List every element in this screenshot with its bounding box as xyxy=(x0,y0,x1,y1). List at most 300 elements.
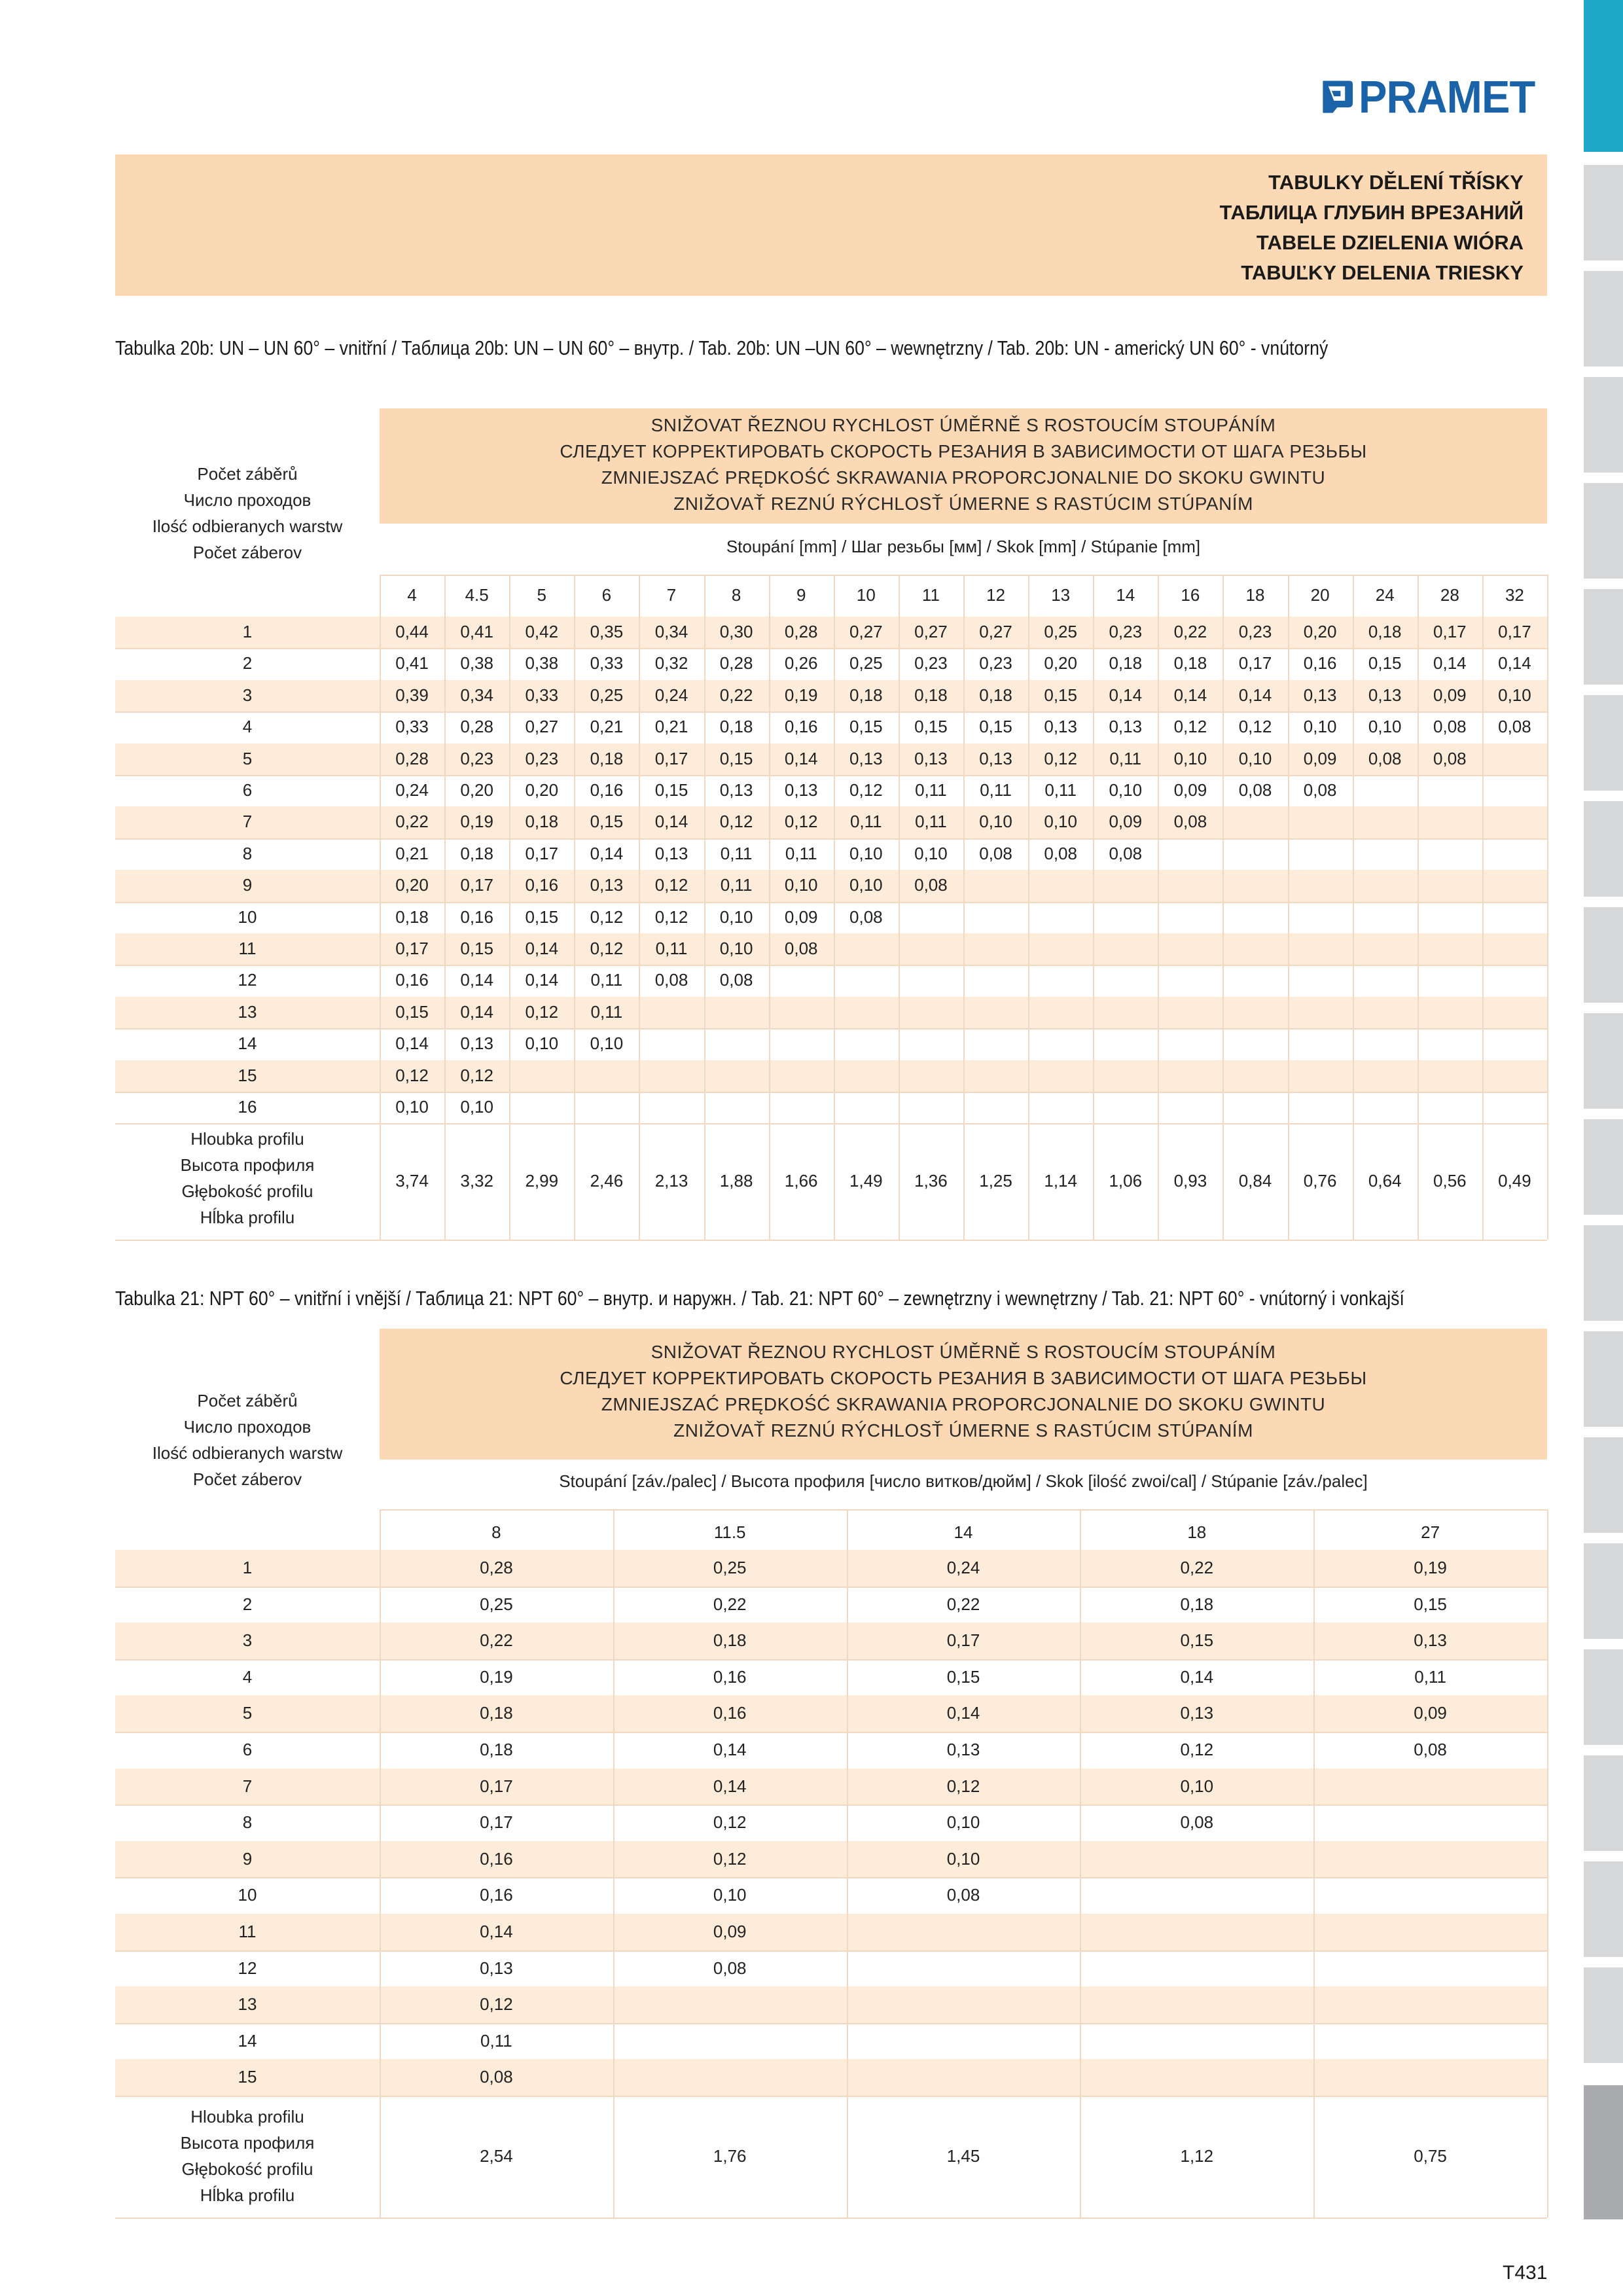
profile-depth-cell: 1,12 xyxy=(1180,2146,1214,2166)
profile-depth-label-line: Głębokość profilu xyxy=(181,2159,313,2179)
depth-of-cut-cell: 0,08 xyxy=(914,875,948,895)
depth-of-cut-cell: 0,08 xyxy=(946,1885,980,1905)
passes-number-cell: 5 xyxy=(242,748,253,768)
row-divider xyxy=(115,1587,1547,1588)
chapter-tab[interactable] xyxy=(1584,1543,1623,1639)
depth-of-cut-cell: 0,08 xyxy=(784,939,818,958)
depth-of-cut-cell: 0,10 xyxy=(784,875,818,895)
depth-of-cut-cell: 0,15 xyxy=(395,1001,429,1022)
depth-of-cut-cell: 0,17 xyxy=(946,1630,980,1651)
chapter-tab-active[interactable] xyxy=(1584,0,1623,152)
depth-of-cut-cell: 0,13 xyxy=(1109,717,1143,737)
table-bottom-border xyxy=(115,2217,1547,2219)
depth-of-cut-cell: 0,12 xyxy=(713,1812,747,1833)
page-title-sk: TABUĽKY DELENIA TRIESKY xyxy=(1241,261,1524,284)
depth-of-cut-cell: 0,10 xyxy=(590,1033,624,1054)
row-divider xyxy=(115,775,1547,776)
depth-of-cut-cell: 0,10 xyxy=(849,875,883,895)
page-title-pl: TABELE DZIELENIA WIÓRA xyxy=(1256,231,1524,254)
depth-of-cut-cell: 0,28 xyxy=(395,748,429,768)
depth-of-cut-cell: 0,10 xyxy=(713,1885,747,1905)
profile-depth-cell: 1,76 xyxy=(713,2146,747,2166)
depth-of-cut-cell: 0,14 xyxy=(480,1922,513,1941)
depth-of-cut-cell: 0,14 xyxy=(1498,653,1531,673)
depth-of-cut-cell: 0,27 xyxy=(849,622,883,641)
depth-of-cut-cell: 0,14 xyxy=(713,1776,747,1796)
depth-of-cut-cell: 0,18 xyxy=(1368,622,1402,641)
depth-of-cut-cell: 0,12 xyxy=(1180,1740,1214,1759)
passes-number-cell: 8 xyxy=(242,1812,253,1833)
depth-of-cut-cell: 0,14 xyxy=(460,970,493,990)
depth-of-cut-cell: 0,09 xyxy=(1109,812,1143,832)
passes-number-cell: 1 xyxy=(242,622,253,641)
profile-depth-cell: 0,56 xyxy=(1433,1171,1467,1191)
depth-of-cut-cell: 0,13 xyxy=(719,780,753,800)
chapter-tab[interactable] xyxy=(1584,589,1623,685)
depth-of-cut-cell: 0,25 xyxy=(480,1594,513,1614)
depth-of-cut-cell: 0,12 xyxy=(480,1994,513,2015)
pitch-header-cell: 14 xyxy=(1116,585,1135,605)
chapter-tab[interactable] xyxy=(1584,1755,1623,1851)
depth-of-cut-cell: 0,17 xyxy=(1238,653,1272,673)
depth-of-cut-cell: 0,14 xyxy=(525,970,559,990)
chapter-tab[interactable] xyxy=(1584,483,1623,579)
depth-of-cut-cell: 0,19 xyxy=(460,812,493,832)
column-divider xyxy=(380,1509,381,2217)
table-20b xyxy=(115,408,1547,1240)
depth-of-cut-cell: 0,11 xyxy=(1109,748,1142,768)
depth-of-cut-cell: 0,18 xyxy=(395,906,429,927)
pitch-header-cell: 8 xyxy=(491,1522,501,1542)
depth-of-cut-cell: 0,25 xyxy=(590,685,624,705)
depth-of-cut-cell: 0,16 xyxy=(480,1848,513,1869)
depth-of-cut-cell: 0,18 xyxy=(849,685,883,705)
page-title-cz: TABULKY DĚLENÍ TŘÍSKY xyxy=(1268,171,1524,194)
depth-of-cut-cell: 0,34 xyxy=(654,622,688,641)
column-divider xyxy=(1353,575,1354,1240)
depth-of-cut-cell: 0,22 xyxy=(395,812,429,832)
pitch-header-cell: 9 xyxy=(796,585,806,605)
depth-of-cut-cell: 0,13 xyxy=(1180,1703,1214,1723)
depth-of-cut-cell: 0,33 xyxy=(395,717,429,737)
depth-of-cut-cell: 0,20 xyxy=(1303,622,1337,641)
passes-count-label-line: Počet záběrů xyxy=(197,464,298,484)
depth-of-cut-cell: 0,10 xyxy=(460,1097,493,1117)
column-divider xyxy=(1080,1509,1081,2217)
depth-of-cut-cell: 0,33 xyxy=(525,685,559,705)
depth-of-cut-cell: 0,08 xyxy=(1238,780,1272,800)
passes-number-cell: 7 xyxy=(242,812,253,832)
depth-of-cut-cell: 0,27 xyxy=(914,622,948,641)
profile-depth-label-line: Высота профиля xyxy=(180,1155,315,1175)
depth-of-cut-cell: 0,11 xyxy=(980,780,1012,800)
depth-of-cut-cell: 0,15 xyxy=(525,906,559,927)
depth-of-cut-cell: 0,44 xyxy=(395,622,429,641)
cutting-speed-note-line: ZMNIEJSZAĆ PRĘDKOŚĆ SKRAWANIA PROPORCJONALNIE DO SKOKU GWINTU xyxy=(601,467,1326,488)
chapter-tab[interactable] xyxy=(1584,1967,1623,2063)
depth-of-cut-cell: 0,12 xyxy=(1044,748,1077,768)
row-divider xyxy=(115,1732,1547,1733)
depth-of-cut-cell: 0,17 xyxy=(1433,622,1467,641)
depth-of-cut-cell: 0,22 xyxy=(480,1630,513,1651)
depth-of-cut-cell: 0,13 xyxy=(849,748,883,768)
cutting-speed-note-band xyxy=(380,1329,1547,1460)
depth-of-cut-cell: 0,24 xyxy=(654,685,688,705)
depth-of-cut-cell: 0,11 xyxy=(1414,1666,1446,1687)
depth-of-cut-cell: 0,17 xyxy=(460,875,493,895)
passes-number-cell: 4 xyxy=(242,717,253,737)
column-divider xyxy=(444,575,446,1240)
passes-number-cell: 7 xyxy=(242,1776,253,1796)
pitch-label: Stoupání [záv./palec] / Высота профиля [число витков/дюйм] / Skok [ilość zwoi/cal] / Stúpanie [záv./palec] xyxy=(559,1471,1368,1491)
column-divider xyxy=(1093,575,1094,1240)
column-divider xyxy=(1028,575,1029,1240)
passes-count-label-line: Počet záběrů xyxy=(197,1391,298,1410)
depth-of-cut-cell: 0,17 xyxy=(1498,622,1531,641)
depth-of-cut-cell: 0,20 xyxy=(525,780,559,800)
table-20b-caption: Tabulka 20b: UN – UN 60° – vnitřní / Таблица 20b: UN – UN 60° – внутр. / Tab. 20b: UN –UN 60° – wewnętrzny / Tab. 20b: UN - americký UN 60° - vnútorný xyxy=(115,336,1329,359)
depth-of-cut-cell: 0,12 xyxy=(1173,717,1207,737)
page-title-band xyxy=(115,154,1547,296)
depth-of-cut-cell: 0,15 xyxy=(460,939,493,958)
chapter-tab[interactable] xyxy=(1584,1331,1623,1427)
depth-of-cut-cell: 0,28 xyxy=(784,622,818,641)
chapter-tab[interactable] xyxy=(1584,801,1623,897)
depth-of-cut-cell: 0,14 xyxy=(590,843,624,863)
chapter-tab[interactable] xyxy=(1584,1119,1623,1215)
depth-of-cut-cell: 0,08 xyxy=(1303,780,1337,800)
pitch-header-cell: 12 xyxy=(986,585,1006,605)
column-divider xyxy=(1222,575,1224,1240)
depth-of-cut-cell: 0,14 xyxy=(713,1740,747,1759)
depth-of-cut-cell: 0,15 xyxy=(719,748,753,768)
depth-of-cut-cell: 0,08 xyxy=(979,843,1012,863)
depth-of-cut-cell: 0,09 xyxy=(1303,748,1337,768)
profile-depth-cell: 2,13 xyxy=(654,1171,688,1191)
row-divider xyxy=(115,1028,1547,1030)
profile-depth-cell: 2,46 xyxy=(590,1171,624,1191)
row-divider xyxy=(115,902,1547,903)
depth-of-cut-cell: 0,18 xyxy=(713,1630,747,1651)
column-divider xyxy=(847,1509,848,2217)
passes-number-cell: 12 xyxy=(238,970,257,990)
row-divider xyxy=(115,1950,1547,1952)
passes-number-cell: 1 xyxy=(242,1558,253,1577)
profile-depth-label-line: Hloubka profilu xyxy=(190,2107,304,2126)
row-divider xyxy=(115,2023,1547,2024)
depth-of-cut-cell: 0,10 xyxy=(395,1097,429,1117)
depth-of-cut-cell: 0,23 xyxy=(525,748,559,768)
profile-depth-cell: 1,66 xyxy=(784,1171,818,1191)
depth-of-cut-cell: 0,18 xyxy=(1180,1594,1214,1614)
passes-number-cell: 11 xyxy=(238,939,257,958)
depth-of-cut-cell: 0,13 xyxy=(1414,1630,1447,1651)
depth-of-cut-cell: 0,21 xyxy=(654,717,688,737)
column-divider xyxy=(1158,575,1159,1240)
depth-of-cut-cell: 0,15 xyxy=(1044,685,1077,705)
cutting-speed-note-line: ZNIŽOVAŤ REZNÚ RÝCHLOSŤ ÚMERNE S RASTÚCIM STÚPANÍM xyxy=(673,493,1253,514)
depth-of-cut-cell: 0,18 xyxy=(914,685,948,705)
depth-of-cut-cell: 0,13 xyxy=(784,780,818,800)
brand-logo xyxy=(1321,73,1548,120)
depth-of-cut-cell: 0,11 xyxy=(720,843,753,863)
chapter-tab[interactable] xyxy=(1584,1649,1623,1745)
chapter-tabs xyxy=(1584,0,1623,2296)
page-titles xyxy=(1220,168,1524,288)
pitch-header-cell: 16 xyxy=(1181,585,1200,605)
depth-of-cut-cell: 0,24 xyxy=(946,1558,980,1577)
passes-number-cell: 4 xyxy=(242,1666,253,1687)
depth-of-cut-cell: 0,19 xyxy=(480,1666,513,1687)
passes-number-cell: 6 xyxy=(242,780,253,800)
depth-of-cut-cell: 0,22 xyxy=(719,685,753,705)
depth-of-cut-cell: 0,08 xyxy=(1173,812,1207,832)
depth-of-cut-cell: 0,18 xyxy=(480,1740,513,1759)
column-divider xyxy=(769,575,770,1240)
cutting-speed-note-band xyxy=(380,408,1547,524)
pitch-label: Stoupání [mm] / Шаг резьбы [мм] / Skok [mm] / Stúpanie [mm] xyxy=(726,537,1201,556)
cutting-speed-note-line: SNIŽOVAT ŘEZNOU RYCHLOST ÚMĚRNĚ S ROSTOUCÍM STOUPÁNÍM xyxy=(651,1342,1276,1362)
depth-of-cut-cell: 0,22 xyxy=(1180,1558,1214,1577)
depth-of-cut-cell: 0,11 xyxy=(915,780,947,800)
pitch-header-cell: 4 xyxy=(407,585,417,605)
depth-of-cut-cell: 0,14 xyxy=(1109,685,1143,705)
depth-of-cut-cell: 0,09 xyxy=(1173,780,1207,800)
depth-of-cut-cell: 0,10 xyxy=(1238,748,1272,768)
profile-depth-label xyxy=(115,2104,380,2208)
depth-of-cut-cell: 0,14 xyxy=(1238,685,1272,705)
passes-count-label xyxy=(115,461,380,565)
profile-depth-cell: 0,49 xyxy=(1498,1171,1531,1191)
depth-of-cut-cell: 0,12 xyxy=(849,780,883,800)
depth-of-cut-cell: 0,14 xyxy=(395,1033,429,1054)
depth-of-cut-cell: 0,13 xyxy=(946,1740,980,1759)
depth-of-cut-cell: 0,13 xyxy=(480,1958,513,1978)
depth-of-cut-cell: 0,11 xyxy=(785,843,817,863)
chapter-tab[interactable] xyxy=(1584,1225,1623,1321)
depth-of-cut-cell: 0,10 xyxy=(1044,812,1077,832)
depth-of-cut-cell: 0,10 xyxy=(1173,748,1207,768)
depth-of-cut-cell: 0,23 xyxy=(914,653,948,673)
depth-of-cut-cell: 0,11 xyxy=(590,1001,623,1022)
column-divider xyxy=(1547,575,1548,1240)
depth-of-cut-cell: 0,10 xyxy=(1498,685,1531,705)
depth-of-cut-cell: 0,28 xyxy=(719,653,753,673)
depth-of-cut-cell: 0,16 xyxy=(713,1666,747,1687)
depth-of-cut-cell: 0,09 xyxy=(1414,1703,1447,1723)
depth-of-cut-cell: 0,09 xyxy=(1433,685,1467,705)
column-divider xyxy=(1547,1509,1548,2217)
profile-depth-label xyxy=(115,1126,380,1230)
depth-of-cut-cell: 0,12 xyxy=(590,939,624,958)
depth-of-cut-cell: 0,16 xyxy=(395,970,429,990)
depth-of-cut-cell: 0,14 xyxy=(460,1001,493,1022)
depth-of-cut-cell: 0,39 xyxy=(395,685,429,705)
depth-of-cut-cell: 0,08 xyxy=(1368,748,1402,768)
depth-of-cut-cell: 0,32 xyxy=(654,653,688,673)
depth-of-cut-cell: 0,10 xyxy=(1180,1776,1214,1796)
depth-of-cut-cell: 0,10 xyxy=(525,1033,559,1054)
row-divider xyxy=(115,1092,1547,1093)
depth-of-cut-cell: 0,15 xyxy=(1368,653,1402,673)
row-divider xyxy=(115,2096,1547,2097)
depth-of-cut-cell: 0,19 xyxy=(1414,1558,1447,1577)
depth-of-cut-cell: 0,10 xyxy=(1368,717,1402,737)
depth-of-cut-cell: 0,09 xyxy=(784,906,818,927)
passes-number-cell: 14 xyxy=(238,1033,257,1054)
chapter-tab[interactable] xyxy=(1584,907,1623,1003)
depth-of-cut-cell: 0,16 xyxy=(480,1885,513,1905)
chapter-tab[interactable] xyxy=(1584,1861,1623,1957)
depth-of-cut-cell: 0,18 xyxy=(525,812,559,832)
depth-of-cut-cell: 0,41 xyxy=(395,653,429,673)
chapter-tab[interactable] xyxy=(1584,1437,1623,1533)
pitch-header-cell: 4.5 xyxy=(465,585,489,605)
passes-number-cell: 16 xyxy=(238,1097,257,1117)
pitch-header-cell: 11.5 xyxy=(713,1522,746,1542)
depth-of-cut-cell: 0,14 xyxy=(654,812,688,832)
passes-count-label-line: Počet záberov xyxy=(192,1469,302,1489)
pitch-header-cell: 18 xyxy=(1245,585,1265,605)
depth-of-cut-cell: 0,08 xyxy=(480,2067,513,2087)
depth-of-cut-cell: 0,15 xyxy=(914,717,948,737)
pitch-header-cell: 6 xyxy=(601,585,612,605)
passes-number-cell: 15 xyxy=(238,2067,257,2087)
depth-of-cut-cell: 0,08 xyxy=(713,1958,747,1978)
depth-of-cut-cell: 0,12 xyxy=(460,1065,493,1085)
depth-of-cut-cell: 0,38 xyxy=(460,653,493,673)
column-divider xyxy=(1482,575,1484,1240)
depth-of-cut-cell: 0,23 xyxy=(1109,622,1143,641)
chapter-tab[interactable] xyxy=(1584,271,1623,367)
passes-number-cell: 2 xyxy=(242,1594,253,1614)
column-divider xyxy=(574,575,575,1240)
table-21-caption: Tabulka 21: NPT 60° – vnitřní i vnější / Таблица 21: NPT 60° – внутр. и наружн. / Tab. 21: NPT 60° – zewnętrzny i wewnętrzny / Tab. 21: NPT 60° - vnútorný i vonkajší xyxy=(115,1287,1404,1310)
depth-of-cut-cell: 0,11 xyxy=(915,812,947,832)
pitch-header-cell: 18 xyxy=(1187,1522,1207,1542)
depth-of-cut-cell: 0,11 xyxy=(849,812,882,832)
row-divider xyxy=(115,1123,1547,1124)
depth-of-cut-cell: 0,12 xyxy=(719,812,753,832)
depth-of-cut-cell: 0,16 xyxy=(460,906,493,927)
depth-of-cut-cell: 0,16 xyxy=(784,717,818,737)
depth-of-cut-cell: 0,10 xyxy=(979,812,1012,832)
brand-name: PRAMET xyxy=(1359,71,1535,122)
depth-of-cut-cell: 0,12 xyxy=(713,1848,747,1869)
passes-number-cell: 9 xyxy=(242,1848,253,1869)
passes-number-cell: 10 xyxy=(238,906,257,927)
depth-of-cut-cell: 0,11 xyxy=(720,875,753,895)
depth-of-cut-cell: 0,13 xyxy=(979,748,1012,768)
row-divider xyxy=(115,838,1547,840)
depth-of-cut-cell: 0,28 xyxy=(480,1558,513,1577)
table-21 xyxy=(115,1329,1547,2220)
depth-of-cut-cell: 0,13 xyxy=(914,748,948,768)
depth-of-cut-cell: 0,18 xyxy=(719,717,753,737)
passes-count-label-line: Počet záberov xyxy=(192,543,302,562)
pitch-header-cell: 24 xyxy=(1375,585,1395,605)
pitch-header-cell: 10 xyxy=(856,585,876,605)
depth-of-cut-cell: 0,25 xyxy=(1044,622,1077,641)
profile-depth-label-line: Высота профиля xyxy=(180,2133,315,2153)
row-divider xyxy=(115,648,1547,649)
column-divider xyxy=(613,1509,615,2217)
row-divider xyxy=(115,965,1547,966)
depth-of-cut-cell: 0,35 xyxy=(590,622,624,641)
depth-of-cut-cell: 0,15 xyxy=(946,1666,980,1687)
passes-number-cell: 10 xyxy=(238,1885,257,1905)
page-number: T431 xyxy=(1503,2262,1548,2284)
depth-of-cut-cell: 0,14 xyxy=(1180,1666,1214,1687)
chapter-tab[interactable] xyxy=(1584,695,1623,791)
profile-depth-cell: 1,45 xyxy=(946,2146,980,2166)
depth-of-cut-cell: 0,13 xyxy=(1044,717,1077,737)
chapter-tab-current-section[interactable] xyxy=(1584,2085,1623,2219)
depth-of-cut-cell: 0,15 xyxy=(654,780,688,800)
depth-of-cut-cell: 0,12 xyxy=(784,812,818,832)
table-bottom-border xyxy=(115,1240,1547,1241)
depth-of-cut-cell: 0,15 xyxy=(590,812,624,832)
profile-depth-cell: 1,25 xyxy=(979,1171,1012,1191)
chapter-tab[interactable] xyxy=(1584,165,1623,260)
depth-of-cut-cell: 0,10 xyxy=(946,1812,980,1833)
depth-of-cut-cell: 0,10 xyxy=(914,843,948,863)
depth-of-cut-cell: 0,41 xyxy=(460,622,493,641)
profile-depth-cell: 3,32 xyxy=(460,1171,493,1191)
pitch-header-cell: 8 xyxy=(731,585,741,605)
pitch-header-cell: 5 xyxy=(537,585,546,605)
cutting-speed-note-line: СЛЕДУЕТ КОРРЕКТИРОВАТЬ СКОРОСТЬ РЕЗАНИЯ В ЗАВИСИМОСТИ ОТ ШАГА РЕЗЬБЫ xyxy=(560,441,1367,461)
depth-of-cut-cell: 0,38 xyxy=(525,653,559,673)
pitch-header-cell: 27 xyxy=(1421,1522,1440,1542)
column-divider xyxy=(963,575,965,1240)
depth-of-cut-cell: 0,18 xyxy=(480,1703,513,1723)
passes-count-label-line: Ilość odbieranych warstw xyxy=(152,1443,343,1463)
profile-depth-cell: 0,75 xyxy=(1414,2146,1447,2166)
depth-of-cut-cell: 0,10 xyxy=(1303,717,1337,737)
depth-of-cut-cell: 0,12 xyxy=(654,906,688,927)
depth-of-cut-cell: 0,22 xyxy=(946,1594,980,1614)
depth-of-cut-cell: 0,15 xyxy=(1414,1594,1447,1614)
passes-number-cell: 13 xyxy=(238,1994,257,2015)
depth-of-cut-cell: 0,13 xyxy=(590,875,624,895)
passes-number-cell: 9 xyxy=(242,875,253,895)
depth-of-cut-cell: 0,15 xyxy=(979,717,1012,737)
depth-of-cut-cell: 0,18 xyxy=(460,843,493,863)
column-divider xyxy=(639,575,640,1240)
depth-of-cut-cell: 0,34 xyxy=(460,685,493,705)
passes-count-label-line: Число проходов xyxy=(183,490,312,510)
column-divider xyxy=(509,575,510,1240)
depth-of-cut-cell: 0,18 xyxy=(590,748,624,768)
chapter-tab[interactable] xyxy=(1584,377,1623,473)
chapter-tab[interactable] xyxy=(1584,1013,1623,1109)
pitch-header-cell: 28 xyxy=(1440,585,1459,605)
depth-of-cut-cell: 0,23 xyxy=(460,748,493,768)
depth-of-cut-cell: 0,13 xyxy=(654,843,688,863)
row-divider xyxy=(115,1659,1547,1660)
depth-of-cut-cell: 0,21 xyxy=(395,843,429,863)
cutting-speed-note-line: ZNIŽOVAŤ REZNÚ RÝCHLOSŤ ÚMERNE S RASTÚCIM STÚPANÍM xyxy=(673,1420,1253,1441)
pitch-header-cell: 14 xyxy=(954,1522,973,1542)
depth-of-cut-cell: 0,14 xyxy=(784,748,818,768)
profile-depth-cell: 2,99 xyxy=(525,1171,559,1191)
depth-of-cut-cell: 0,22 xyxy=(713,1594,747,1614)
depth-of-cut-cell: 0,08 xyxy=(719,970,753,990)
depth-of-cut-cell: 0,18 xyxy=(979,685,1012,705)
depth-of-cut-cell: 0,25 xyxy=(713,1558,747,1577)
depth-of-cut-cell: 0,12 xyxy=(654,875,688,895)
